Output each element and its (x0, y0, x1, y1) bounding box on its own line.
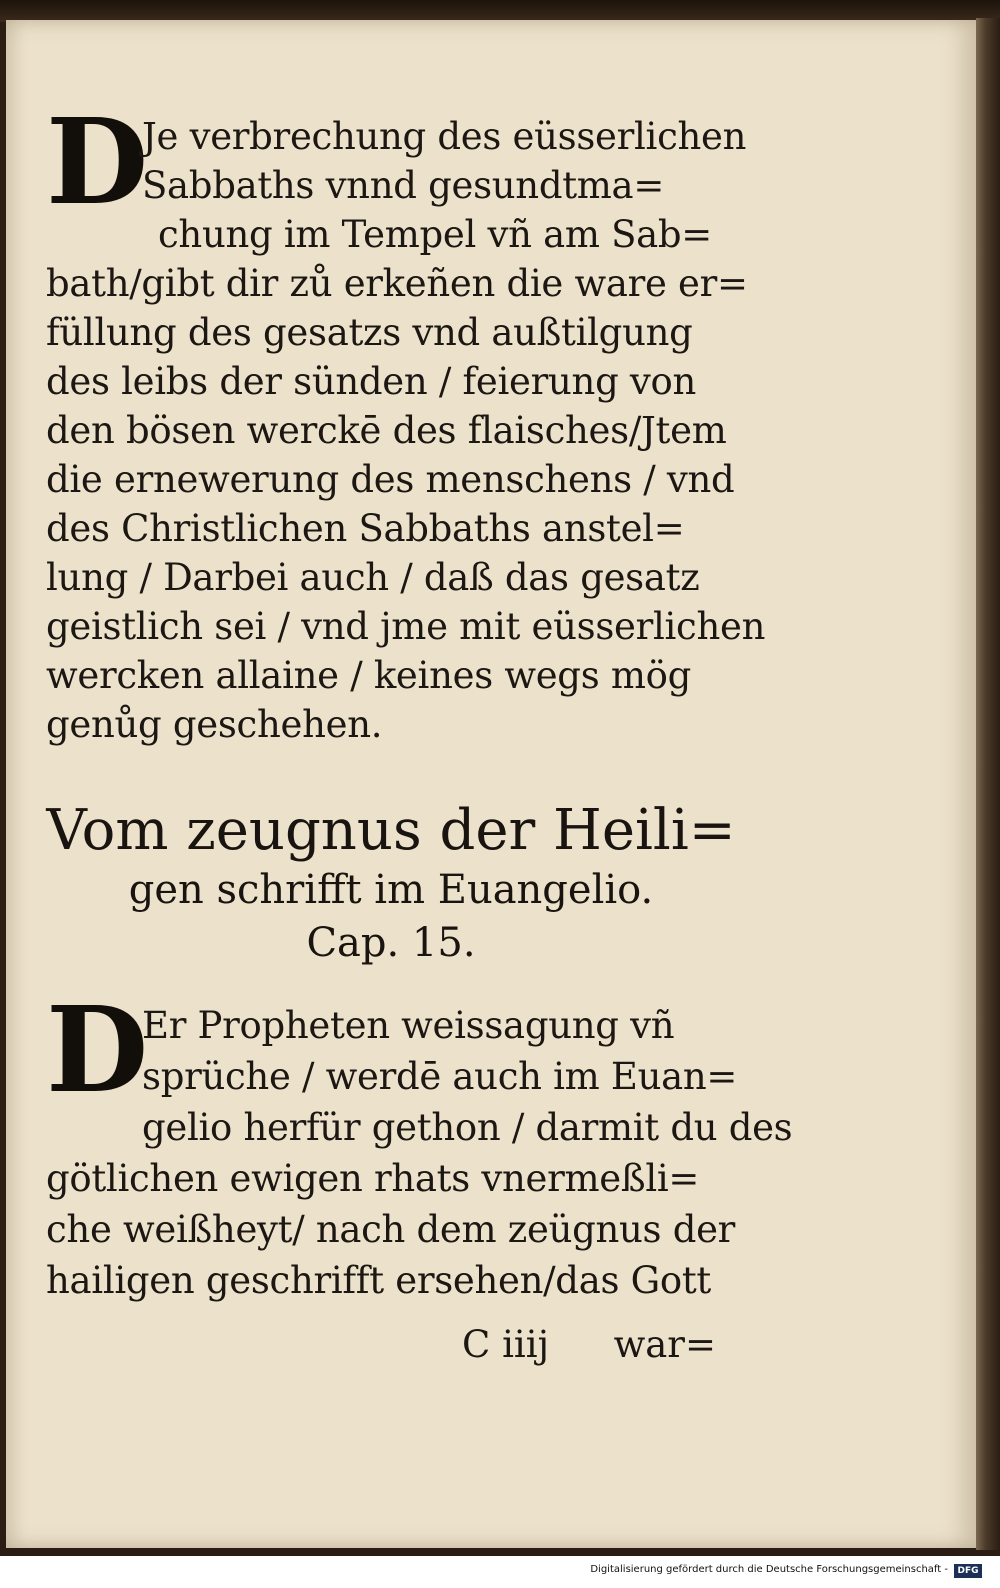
text-line: Er Propheten weissagung vñ (142, 1004, 675, 1047)
text-line: wercken allaine / keines wegs mög (46, 654, 691, 697)
drop-cap-initial: D (46, 980, 149, 1119)
text-line: den bösen werckē des flaisches/Jtem (46, 409, 727, 452)
funding-notice: Digitalisierung gefördert durch die Deutsche Forschungsgemeinschaft - (590, 1564, 948, 1575)
catchword: war= (613, 1323, 716, 1366)
text-line: sprüche / werdē auch im Euan= (142, 1055, 738, 1098)
text-line: lung / Darbei auch / daß das gesatz (46, 556, 700, 599)
chapter-title-line-1: Vom zeugnus der Heili= (46, 798, 736, 863)
paragraph-2 (46, 980, 793, 1306)
drop-cap-initial: D (46, 92, 149, 231)
signature-line (46, 1320, 726, 1369)
book-right-edge (976, 18, 1000, 1550)
book-top-edge (0, 0, 1000, 22)
text-line: füllung des gesatzs vnd außtilgung (46, 311, 693, 354)
text-line: des leibs der sünden / feierung von (46, 360, 697, 403)
text-line: götlichen ewigen rhats vnermeßli= (46, 1157, 700, 1200)
text-line: Je verbrechung des eüsserlichen (142, 115, 747, 158)
text-line: bath/gibt dir zů erkeñen die ware er= (46, 262, 748, 305)
text-line: genůg geschehen. (46, 703, 383, 746)
chapter-heading (46, 798, 736, 970)
paragraph-1 (46, 92, 766, 749)
text-line: des Christlichen Sabbaths anstel= (46, 507, 685, 550)
text-line: che weißheyt/ nach dem zeügnus der (46, 1208, 736, 1251)
text-line: hailigen geschrifft ersehen/das Gott (46, 1259, 711, 1302)
text-line: gelio herfür gethon / darmit du des (142, 1106, 793, 1149)
signature-mark: C iiij (462, 1323, 550, 1366)
chapter-title-line-2: gen schrifft im Euangelio. (128, 867, 654, 913)
text-line: geistlich sei / vnd jme mit eüsserlichen (46, 605, 766, 648)
text-line: Sabbaths vnnd gesundtma= (142, 164, 665, 207)
footer-bar (0, 1556, 1000, 1588)
text-line: die ernewerung des menschens / vnd (46, 458, 735, 501)
chapter-number: Cap. 15. (306, 920, 476, 966)
text-line: chung im Tempel vñ am Sab= (158, 213, 712, 256)
dfg-logo: DFG (954, 1564, 982, 1578)
